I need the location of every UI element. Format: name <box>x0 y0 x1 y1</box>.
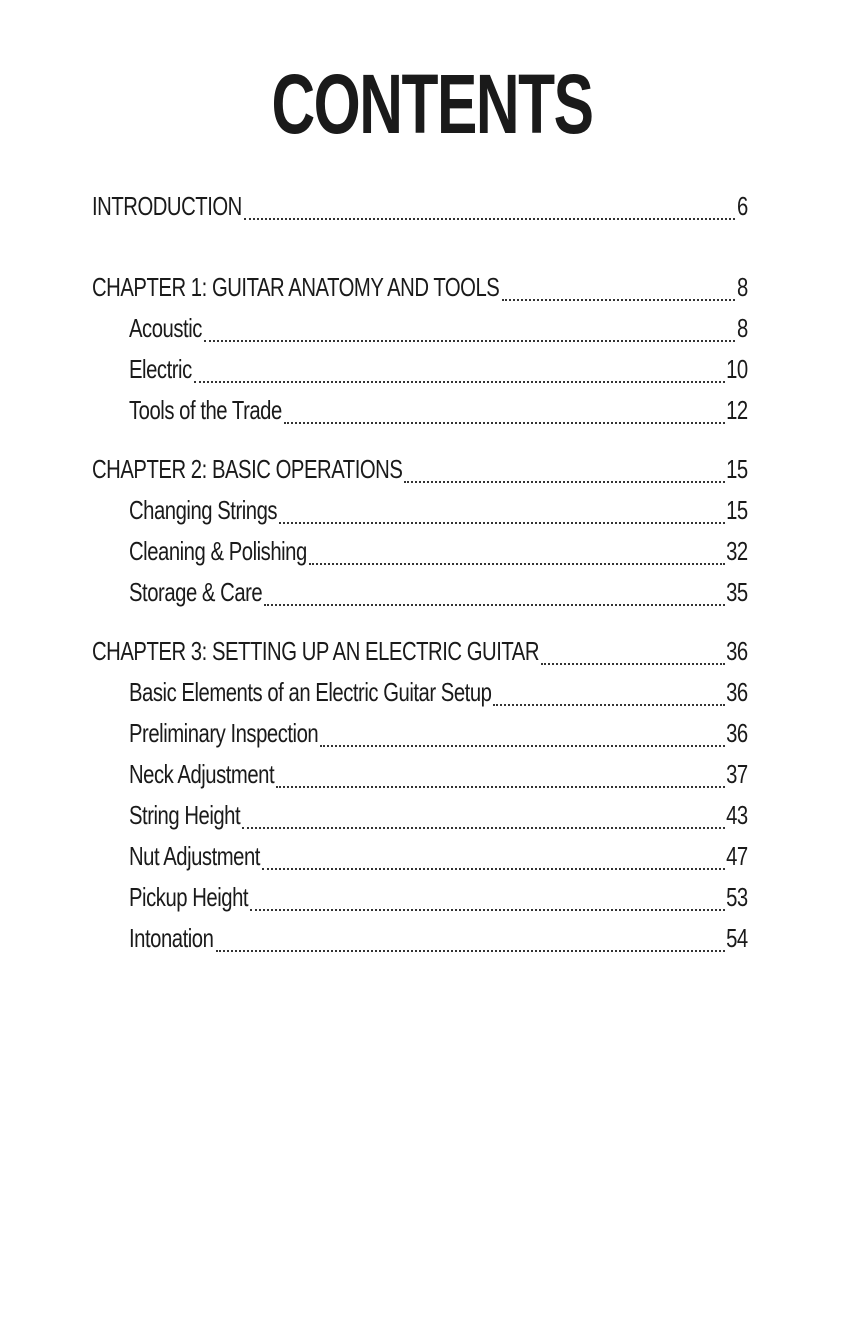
toc-subentry-nut-adjustment[interactable] <box>92 836 748 877</box>
toc-subentry-preliminary-inspection[interactable] <box>92 713 748 754</box>
toc-subentry-string-height[interactable] <box>92 795 748 836</box>
toc-entry-page: 35 <box>726 577 748 607</box>
toc-subentry-basic-elements[interactable] <box>92 672 748 713</box>
toc-entry-label: Changing Strings <box>129 495 278 525</box>
toc-subentry-storage-care[interactable] <box>92 572 748 613</box>
toc-entry-label: Basic Elements of an Electric Guitar Setup <box>129 677 492 707</box>
toc-entry-label: Intonation <box>129 923 214 953</box>
toc-entry-page: 12 <box>726 395 748 425</box>
dot-leader <box>493 704 724 706</box>
section-spacer <box>92 431 748 449</box>
dot-leader <box>242 827 725 829</box>
toc-subentry-cleaning-polishing[interactable] <box>92 531 748 572</box>
toc-entry-page: 15 <box>726 454 748 484</box>
toc-entry-chapter-1[interactable] <box>92 267 748 308</box>
dot-leader <box>502 299 736 301</box>
toc-entry-label: INTRODUCTION <box>92 191 242 221</box>
dot-leader <box>309 563 725 565</box>
toc-subentry-changing-strings[interactable] <box>92 490 748 531</box>
toc-subentry-neck-adjustment[interactable] <box>92 754 748 795</box>
dot-leader <box>244 218 735 220</box>
toc-entry-page: 47 <box>726 841 748 871</box>
toc-subentry-pickup-height[interactable] <box>92 877 748 918</box>
toc-subentry-electric[interactable] <box>92 349 748 390</box>
dot-leader <box>320 745 725 747</box>
toc-entry-label: CHAPTER 1: GUITAR ANATOMY AND TOOLS <box>92 272 500 302</box>
toc-entry-label: String Height <box>129 800 241 830</box>
toc-subentry-intonation[interactable] <box>92 918 748 959</box>
toc-entry-page: 10 <box>726 354 748 384</box>
toc-entry-label: Electric <box>129 354 192 384</box>
page-title: CONTENTS <box>271 57 593 151</box>
toc-entry-page: 53 <box>726 882 748 912</box>
dot-leader <box>404 481 724 483</box>
toc-entry-page: 6 <box>737 191 748 221</box>
dot-leader <box>541 663 724 665</box>
section-spacer <box>92 227 748 267</box>
toc-entry-page: 36 <box>726 636 748 666</box>
dot-leader <box>276 786 724 788</box>
toc-entry-label: Storage & Care <box>129 577 263 607</box>
dot-leader <box>204 340 735 342</box>
toc-subentry-acoustic[interactable] <box>92 308 748 349</box>
toc-entry-page: 43 <box>726 800 748 830</box>
toc-entry-page: 36 <box>726 718 748 748</box>
toc-entry-page: 8 <box>737 313 748 343</box>
dot-leader <box>279 522 725 524</box>
toc-entry-label: Cleaning & Polishing <box>129 536 307 566</box>
toc-entry-page: 32 <box>726 536 748 566</box>
toc-entry-page: 8 <box>737 272 748 302</box>
toc-entry-page: 37 <box>726 759 748 789</box>
dot-leader <box>250 909 725 911</box>
toc-entry-label: Preliminary Inspection <box>129 718 319 748</box>
dot-leader <box>216 950 725 952</box>
toc-entry-label: CHAPTER 2: BASIC OPERATIONS <box>92 454 403 484</box>
toc-entry-page: 36 <box>726 677 748 707</box>
toc-entry-page: 54 <box>726 923 748 953</box>
dot-leader <box>264 604 725 606</box>
dot-leader <box>262 868 725 870</box>
toc-entry-page: 15 <box>726 495 748 525</box>
toc-entry-introduction[interactable] <box>92 186 748 227</box>
dot-leader <box>284 422 725 424</box>
section-spacer <box>92 613 748 631</box>
toc-entry-label: Pickup Height <box>129 882 249 912</box>
toc-entry-label: Nut Adjustment <box>129 841 260 871</box>
toc-entry-chapter-3[interactable] <box>92 631 748 672</box>
toc-entry-label: CHAPTER 3: SETTING UP AN ELECTRIC GUITAR <box>92 636 540 666</box>
toc-subentry-tools-of-the-trade[interactable] <box>92 390 748 431</box>
dot-leader <box>194 381 724 383</box>
toc-entry-label: Acoustic <box>129 313 202 343</box>
toc-entry-chapter-2[interactable] <box>92 449 748 490</box>
table-of-contents <box>92 186 748 959</box>
toc-entry-label: Tools of the Trade <box>129 395 282 425</box>
toc-entry-label: Neck Adjustment <box>129 759 275 789</box>
